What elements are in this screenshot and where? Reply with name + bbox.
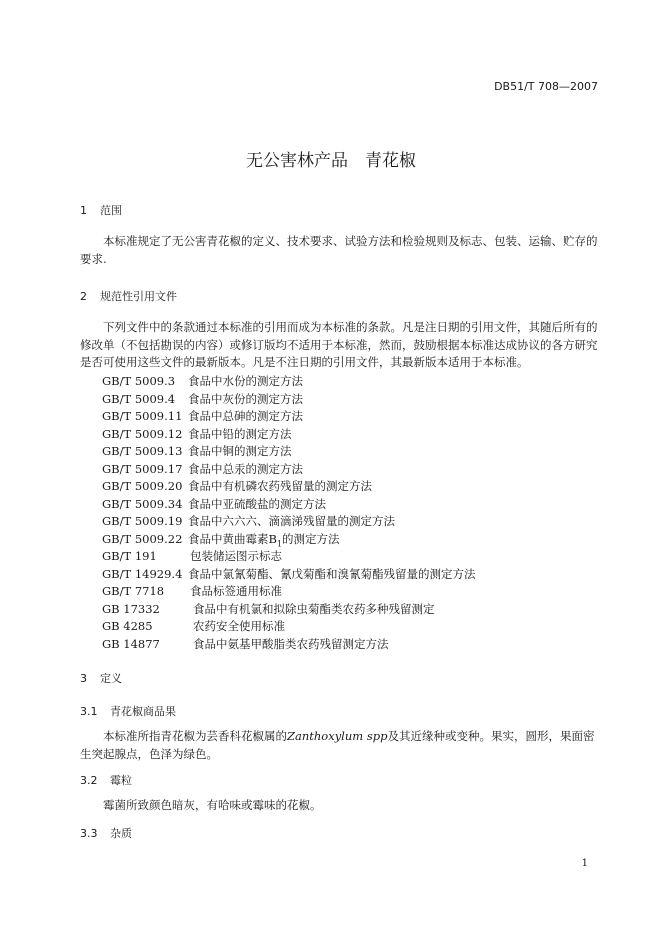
reference-code: GB/T 5009.13 — [102, 444, 183, 458]
reference-code: GB/T 5009.20 — [102, 479, 183, 493]
section-3-2-text: 霉菌所致颜色暗灰，有哈味或霉味的花椒。 — [103, 798, 322, 812]
reference-row — [102, 496, 326, 512]
reference-code: GB/T 5009.34 — [102, 496, 183, 511]
reference-title-subscript: 1 — [276, 538, 283, 548]
section-3-1-heading — [80, 703, 176, 719]
section-3-2-title: 霉粒 — [110, 774, 132, 787]
section-3-heading — [80, 670, 122, 686]
reference-title: 农药安全使用标准 — [193, 619, 285, 633]
reference-title — [188, 531, 340, 548]
reference-code: GB 4285 — [102, 619, 153, 633]
section-3-title: 定义 — [100, 672, 122, 685]
reference-row — [102, 548, 282, 564]
section-3-1-text-part: 本标准所指青花椒为芸香科花椒属的 — [103, 729, 287, 743]
section-3-1-text-part: 及其近缘种或变种。果实，圆形，果面密生突起腺点，色泽为绿色。 — [80, 729, 595, 761]
reference-title: 食品标签通用标准 — [190, 584, 282, 598]
reference-title: 包装储运图示标志 — [190, 549, 282, 563]
reference-title: 食品中有机氯和拟除虫菊酯类农药多种残留测定 — [193, 601, 435, 616]
reference-title: 食品中氨基甲酸脂类农药残留测定方法 — [193, 636, 389, 651]
reference-row — [102, 461, 303, 477]
section-3-number: 3 — [80, 672, 87, 685]
reference-code: GB 17332 — [102, 601, 160, 616]
reference-title: 食品中水份的测定方法 — [188, 374, 303, 388]
document-title: 无公害林产品 青花椒 — [246, 151, 416, 171]
reference-code: GB/T 14929.4 — [102, 566, 183, 581]
reference-row — [102, 531, 340, 548]
section-3-1-number: 3.1 — [80, 705, 98, 718]
reference-row — [102, 391, 303, 407]
reference-title: 食品中总砷的测定方法 — [188, 409, 303, 423]
reference-title-part: 食品中黄曲霉素B — [188, 531, 277, 546]
reference-code: GB/T 7718 — [102, 584, 165, 598]
section-3-1-title: 青花椒商品果 — [110, 705, 176, 718]
reference-code: GB/T 5009.17 — [102, 461, 183, 476]
reference-title: 食品中氯氰菊酯、氰戊菊酯和溴氰菊酯残留量的测定方法 — [188, 566, 476, 581]
reference-row — [102, 618, 285, 634]
reference-row — [102, 408, 303, 424]
reference-title: 食品中亚硫酸盐的测定方法 — [188, 496, 326, 511]
reference-row — [102, 583, 282, 599]
section-1-heading — [80, 202, 122, 218]
section-3-3-number: 3.3 — [80, 827, 98, 840]
section-2-text: 下列文件中的条款通过本标准的引用而成为本标准的条款。凡是注日期的引用文件，其随后所有的修改单（不包括勘误的内容）或修订版均不适用于本标准，然而，鼓励根据本标准达成协议的各方研究是否可使用这些文件的最新版本。凡是不注日期的引用文件，其最新版本适用于本标准。 — [80, 320, 598, 369]
standard-code: DB51/T 708—2007 — [494, 80, 598, 93]
reference-row — [102, 478, 372, 494]
reference-row — [102, 636, 389, 652]
latin-name: Zanthoxylum spp — [287, 729, 388, 743]
reference-code: GB/T 5009.22 — [102, 531, 183, 546]
reference-title-part: 的测定方法 — [282, 531, 340, 546]
section-3-2-number: 3.2 — [80, 774, 98, 787]
section-1-text: 本标准规定了无公害青花椒的定义、技术要求、试验方法和检验规则及标志、包装、运输、贮存的要求. — [80, 234, 598, 266]
section-1-title: 范围 — [100, 204, 122, 217]
section-2-number: 2 — [80, 290, 87, 303]
reference-row — [102, 601, 435, 617]
reference-code: GB/T 191 — [102, 549, 157, 563]
section-2-heading — [80, 288, 177, 304]
section-1-number: 1 — [80, 204, 87, 217]
page-number: 1 — [581, 858, 588, 869]
reference-row — [102, 426, 292, 442]
reference-row — [102, 513, 395, 529]
reference-title: 食品中灰份的测定方法 — [188, 391, 303, 406]
reference-code: GB/T 5009.3 — [102, 374, 176, 388]
section-3-3-title: 杂质 — [110, 827, 132, 840]
reference-row — [102, 443, 292, 459]
section-2-title: 规范性引用文件 — [100, 290, 177, 303]
reference-row — [102, 373, 303, 389]
reference-code: GB/T 5009.11 — [102, 409, 183, 423]
reference-title: 食品中总汞的测定方法 — [188, 461, 303, 476]
reference-code: GB/T 5009.12 — [102, 426, 183, 441]
reference-code: GB/T 5009.4 — [102, 391, 176, 406]
reference-code: GB/T 5009.19 — [102, 514, 183, 528]
reference-title: 食品中有机磷农药残留量的测定方法 — [188, 479, 372, 493]
section-3-2-heading — [80, 772, 132, 788]
reference-title: 食品中铅的测定方法 — [188, 426, 292, 441]
section-3-3-heading — [80, 825, 132, 841]
reference-row — [102, 566, 476, 582]
reference-code: GB 14877 — [102, 636, 160, 651]
section-3-1-text — [80, 728, 600, 763]
reference-title: 食品中六六六、滴滴涕残留量的测定方法 — [188, 514, 395, 528]
reference-title: 食品中铜的测定方法 — [188, 444, 292, 458]
